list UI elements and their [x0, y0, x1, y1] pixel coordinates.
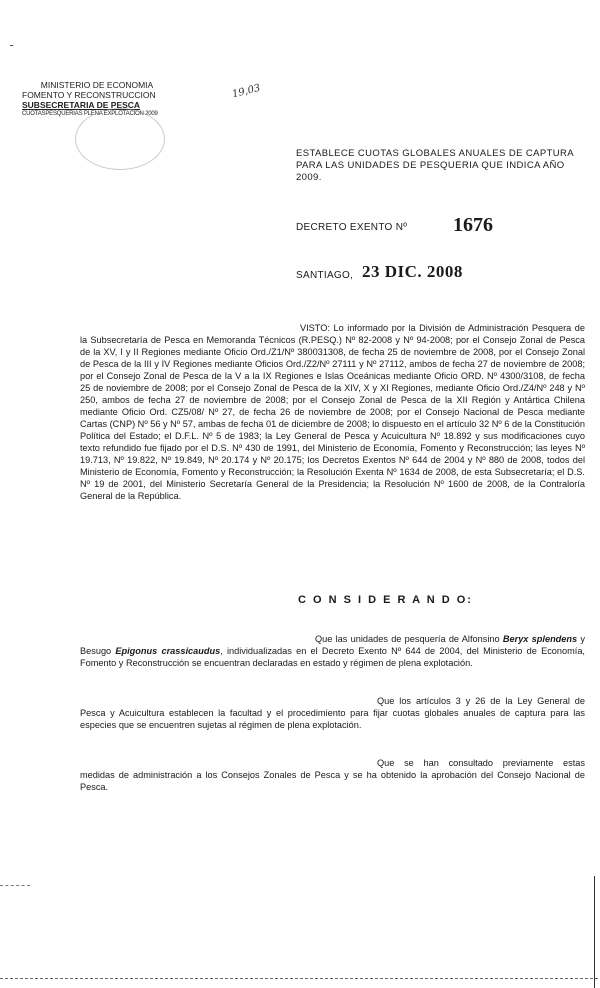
para2-text: Que los artículos 3 y 26 de la Ley General de Pesca y Acuicultura establecen la facultad y el procedimiento para fijar cuotas globales anuales de captura para las especies que se encuentren sujetas al régimen de plena explotación.: [80, 696, 585, 730]
decree-date: 23 DIC. 2008: [362, 262, 463, 281]
letterhead-fomento: FOMENTO Y RECONSTRUCCION: [22, 90, 156, 100]
species-beryx: Beryx splendens: [502, 634, 578, 644]
para1-intro: Que las unidades de pesquería de Alfonsino: [315, 634, 500, 644]
decree-title: ESTABLECE CUOTAS GLOBALES ANUALES DE CAPTURA PARA LAS UNIDADES DE PESQUERIA QUE INDICA AÑO 2009.: [296, 148, 574, 183]
para1-end: , individualizadas en el Decreto Exento Nº 644 de 2004, del Ministerio de Economía, Fomento y Reconstrucción se encuentran declaradas en estado y régimen de plena explotación.: [80, 646, 585, 668]
decree-number: 1676: [453, 214, 493, 236]
official-seal-stamp: [75, 108, 165, 170]
handwritten-note: 19,03: [231, 82, 262, 101]
scan-edge-mark: [0, 885, 30, 886]
letterhead-reference: CUOTASPESQUERIAS PLENA EXPLOTACION 2009: [22, 111, 158, 117]
scan-edge-line: [594, 876, 595, 988]
decree-label: DECRETO EXENTO Nº: [296, 222, 408, 233]
considerando-paragraph-2: [80, 695, 585, 731]
place-city: SANTIAGO,: [296, 270, 354, 281]
visto-lead: VISTO:: [300, 323, 330, 333]
visto-text: Lo informado por la División de Administración Pesquera de la Subsecretaría de Pesca en Memoranda Técnicos (R.PESQ.) Nº 82-2008 y Nº 94-2008; por el Consejo Zonal de Pesca de la XV, I y II Regiones mediante Oficio Ord./Z1/Nº 380031308, de fecha 25 de noviembre de 2008, por el Consejo Zonal de Pesca de la III y IV Regiones mediante Oficios Ord./Z2/Nº 27111 y Nº 27112, ambos de fecha 27 de noviembre de 2008; por el Consejo Zonal de Pesca de la V a la IX Regiones e Islas Oceánicas mediante Oficio ORD. Nº 4300/3108, de fecha 25 de noviembre de 2008; por el Consejo Zonal de Pesca de la XIV, X y XI Regiones, mediante Oficio Ord./Z4/Nº 248 y Nº 250, ambos de fecha 27 de noviembre de 2008; por el Consejo Zonal de Pesca de la XII Región y Antártica Chilena mediante Oficio Ord. CZ5/08/ Nº 27, de fecha 26 de noviembre de 2008; por el Consejo Nacional de Pesca mediante Cartas (CNP) Nº 56 y Nº 57, ambas de fecha 01 de diciembre de 2008; lo dispuesto en el artículo 32 Nº 6 de la Constitución Política del Estado; el D.F.L. Nº 5 de 1983; la Ley General de Pesca y Acuicultura Nº 18.892 y sus modificaciones cuyo texto refundido fue fijado por el D.S. Nº 430 de 1991, del Ministerio de Economía, Fomento y Reconstrucción; las leyes Nº 19.713, Nº 19.822, Nº 19.849, Nº 20.174 y Nº 20.175; los Decretos Exentos Nº 644 de 2004 y Nº 880 de 2008, todos del Ministerio de Economía, Fomento y Reconstrucción; la Resolución Exenta Nº 1634 de 2008, de esta Subsecretaría; el D.S. Nº 19 de 2001, del Ministerio Secretaría General de la Presidencia; la Resolución Nº 1600 de 2008, de la Contraloría General de la República.: [80, 323, 585, 501]
considerando-paragraph-3: [80, 757, 585, 793]
letterhead-subsecretaria: SUBSECRETARIA DE PESCA: [22, 100, 141, 110]
para1-mid: y Besugo: [80, 634, 585, 656]
para3-text: Que se han consultado previamente estas medidas de administración a los Consejos Zonales de Pesca y se ha obtenido la aprobación del Consejo Nacional de Pesca.: [80, 758, 585, 792]
species-epigonus: Epigonus crassicaudus: [115, 646, 221, 656]
scan-bottom-border: [0, 978, 598, 979]
margin-mark: -: [8, 38, 16, 52]
considerando-heading: C O N S I D E R A N D O:: [298, 594, 473, 606]
letterhead-ministry: MINISTERIO DE ECONOMIA: [40, 80, 154, 90]
considerando-paragraph-1: [80, 633, 585, 669]
visto-paragraph: [80, 322, 585, 502]
